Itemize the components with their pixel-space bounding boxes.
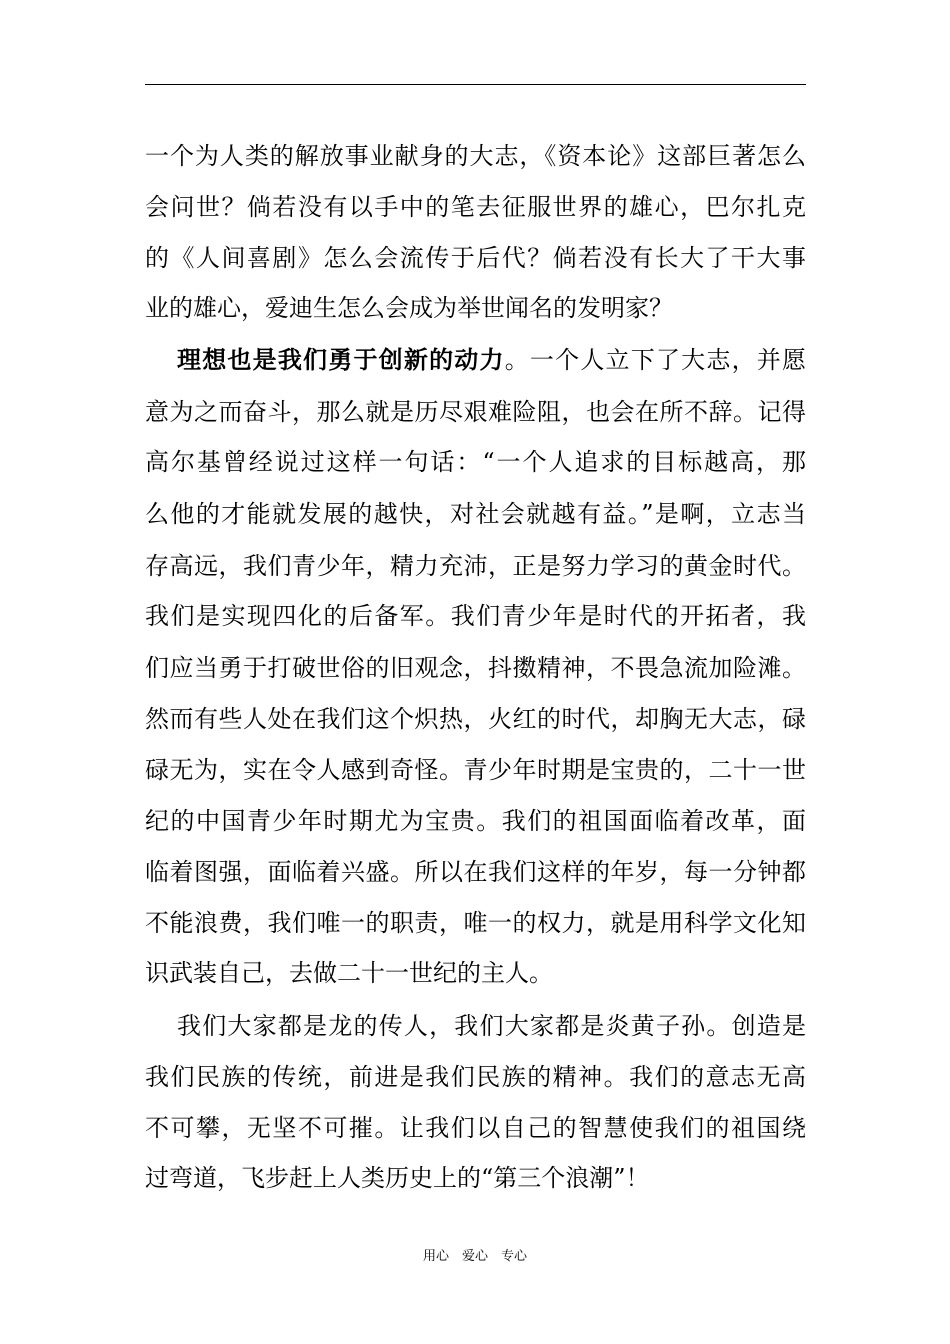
paragraph-2-line-11: 临着图强，面临着兴盛。所以在我们这样的年岁，每一分钟都 [145, 858, 806, 886]
paragraph-2-line-6: 我们是实现四化的后备军。我们青少年是时代的开拓者，我 [145, 602, 806, 630]
paragraph-1-line-4: 业的雄心，爱迪生怎么会成为举世闻名的发明家？ [145, 294, 673, 322]
paragraph-2-line-9: 碌无为，实在令人感到奇怪。青少年时期是宝贵的，二十一世 [145, 756, 806, 784]
paragraph-2-line-3: 高尔基曾经说过这样一句话：“一个人追求的目标越高，那 [145, 448, 806, 476]
paragraph-2-line-13: 识武装自己，去做二十一世纪的主人。 [145, 959, 553, 987]
paragraph-2-line-12: 不能浪费，我们唯一的职责，唯一的权力，就是用科学文化知 [145, 909, 806, 937]
paragraph-2-line-7: 们应当勇于打破世俗的旧观念，抖擞精神，不畏急流加险滩。 [145, 654, 806, 682]
paragraph-2-line-1-rest: 。一个人立下了大志，并愿 [504, 346, 807, 374]
paragraph-2-bold-lead: 理想也是我们勇于创新的动力 [177, 345, 505, 374]
paragraph-3-line-2: 我们民族的传统，前进是我们民族的精神。我们的意志无高 [145, 1063, 806, 1091]
paragraph-2-line-4: 么他的才能就发展的越快，对社会就越有益。”是啊，立志当 [145, 500, 806, 528]
paragraph-3-line-3: 不可攀，无坚不可摧。让我们以自己的智慧使我们的祖国绕 [145, 1114, 806, 1142]
paragraph-2-line-1 [177, 342, 806, 378]
paragraph-2-line-2: 意为之而奋斗，那么就是历尽艰难险阻，也会在所不辞。记得 [145, 398, 806, 426]
paragraph-1-line-1: 一个为人类的解放事业献身的大志，《资本论》这部巨著怎么 [145, 142, 806, 170]
paragraph-3-line-1: 我们大家都是龙的传人，我们大家都是炎黄子孙。创造是 [177, 1012, 806, 1040]
paragraph-1-line-2: 会问世？倘若没有以手中的笔去征服世界的雄心，巴尔扎克 [145, 193, 806, 221]
header-rule [145, 84, 806, 85]
paragraph-2-line-5: 存高远，我们青少年，精力充沛，正是努力学习的黄金时代。 [145, 552, 806, 580]
paragraph-3-line-4: 过弯道，飞步赶上人类历史上的“第三个浪潮”！ [145, 1164, 650, 1192]
paragraph-2-line-8: 然而有些人处在我们这个炽热，火红的时代，却胸无大志，碌 [145, 705, 806, 733]
page-footer: 用心 爱心 专心 [422, 1249, 527, 1264]
paragraph-2-line-10: 纪的中国青少年时期尤为宝贵。我们的祖国面临着改革，面 [145, 807, 806, 835]
paragraph-1-line-3: 的《人间喜剧》怎么会流传于后代？倘若没有长大了干大事 [145, 244, 806, 272]
